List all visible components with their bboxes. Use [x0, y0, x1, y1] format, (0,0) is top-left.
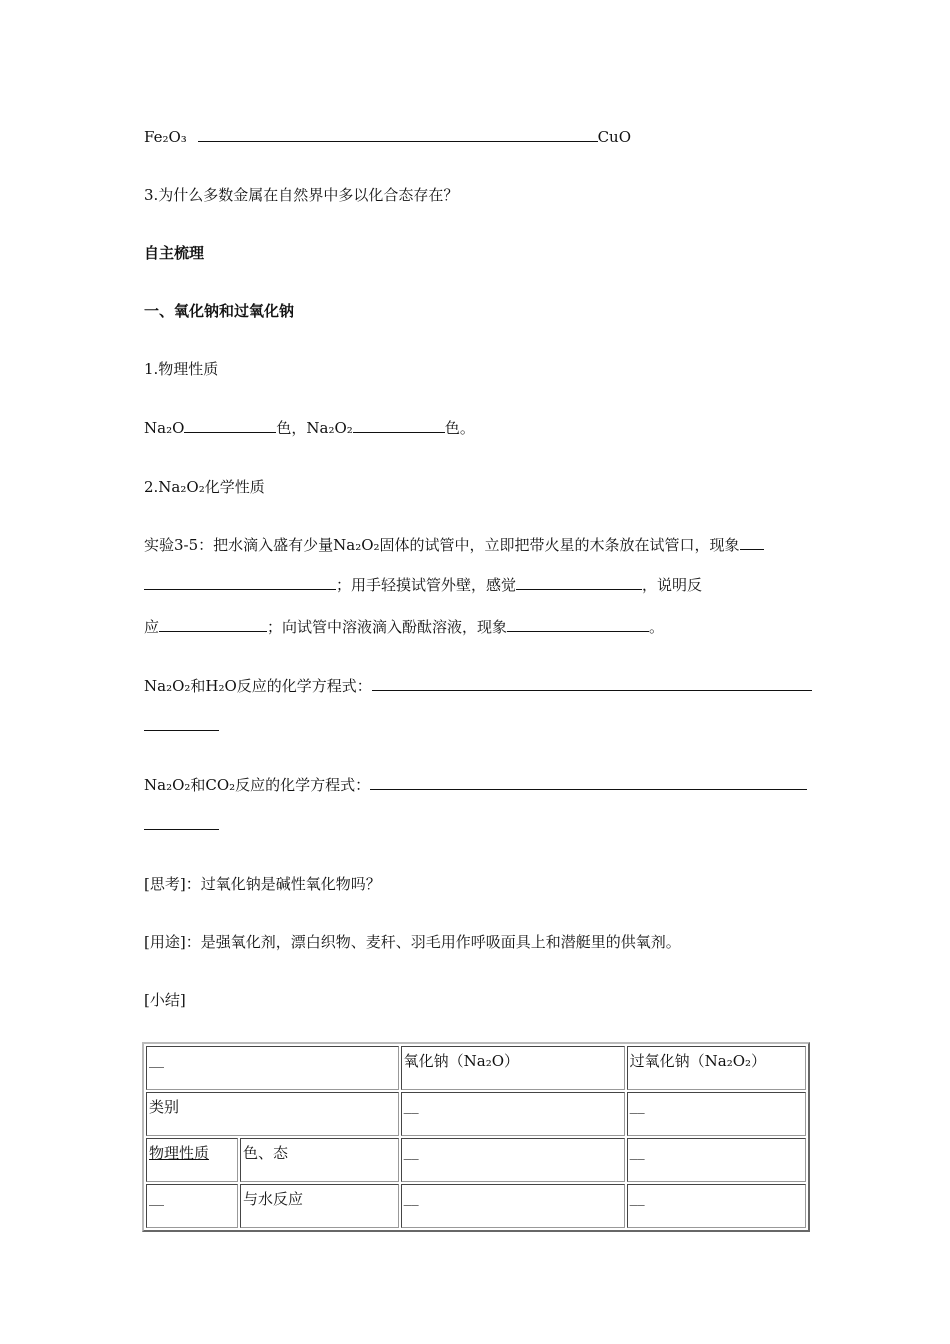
- table-cell: 类别: [146, 1092, 399, 1136]
- equation-h2o-cont: [144, 716, 219, 736]
- blank[interactable]: [353, 418, 445, 433]
- experiment-line-1: [144, 535, 764, 555]
- table-cell[interactable]: __: [146, 1046, 399, 1090]
- experiment-text: ；用手轻摸试管外壁，感觉: [336, 576, 517, 594]
- table-row: [146, 1138, 806, 1182]
- blank[interactable]: [372, 676, 812, 691]
- table-cell[interactable]: __: [627, 1184, 806, 1228]
- q2-right: CuO: [597, 128, 632, 146]
- blank[interactable]: [144, 716, 219, 731]
- equation-label: Na₂O₂和CO₂反应的化学方程式：: [144, 776, 371, 794]
- table-row: [146, 1184, 806, 1228]
- blank[interactable]: [370, 775, 807, 790]
- table-cell[interactable]: __: [401, 1138, 625, 1182]
- blank[interactable]: [740, 535, 764, 550]
- equation-h2o: [144, 676, 812, 696]
- table-cell: 色、态: [240, 1138, 399, 1182]
- table-cell[interactable]: __: [401, 1184, 625, 1228]
- color-text: 色。: [444, 419, 475, 437]
- equation-label: Na₂O₂和H₂O反应的化学方程式：: [144, 677, 372, 695]
- summary-label: [小结]: [144, 991, 186, 1009]
- heading-self-study: 自主梳理: [144, 244, 205, 262]
- color-text: 色，: [276, 419, 307, 437]
- table-cell[interactable]: __: [146, 1184, 238, 1228]
- na2o2-formula: Na₂O₂: [306, 419, 353, 437]
- blank[interactable]: [507, 617, 649, 632]
- experiment-line-3: [144, 617, 664, 637]
- blank[interactable]: [144, 815, 219, 830]
- sub-physical-properties: 1.物理性质: [144, 360, 219, 378]
- experiment-text: ，说明反: [642, 576, 703, 594]
- na2o-formula: Na₂O: [144, 419, 185, 437]
- equation-co2: [144, 775, 807, 795]
- question-3: 3.为什么多数金属在自然界中多以化合态存在？: [144, 186, 459, 204]
- table-row: [146, 1092, 806, 1136]
- experiment-text: 实验3-5：把水滴入盛有少量Na₂O₂固体的试管中，立即把带火星的木条放在试管口，现象: [144, 536, 740, 554]
- blank[interactable]: [159, 617, 267, 632]
- q2-left: Fe₂O₃: [144, 128, 187, 146]
- experiment-text: 应: [144, 618, 160, 636]
- usage-text: [用途]：是强氧化剂，漂白织物、麦秆、羽毛用作呼吸面具上和潜艇里的供氧剂。: [144, 933, 681, 951]
- heading-section-1: 一、氧化钠和过氧化钠: [144, 302, 295, 320]
- table-cell: 与水反应: [240, 1184, 399, 1228]
- table-header-cell: 氧化钠（Na₂O）: [401, 1046, 625, 1090]
- experiment-text: ；向试管中溶液滴入酚酞溶液，现象: [267, 618, 508, 636]
- table-cell[interactable]: __: [627, 1092, 806, 1136]
- table-cell[interactable]: __: [627, 1138, 806, 1182]
- think-question: [思考]：过氧化钠是碱性氧化物吗？: [144, 875, 381, 893]
- physical-properties-line: [144, 418, 475, 438]
- blank[interactable]: [144, 575, 336, 590]
- blank[interactable]: [516, 575, 642, 590]
- blank[interactable]: [198, 127, 598, 142]
- experiment-text: 。: [649, 618, 665, 636]
- summary-table: [142, 1042, 810, 1232]
- table-cell: 物理性质: [146, 1138, 238, 1182]
- equation-co2-cont: [144, 815, 219, 835]
- table-header-cell: 过氧化钠（Na₂O₂）: [627, 1046, 806, 1090]
- blank[interactable]: [184, 418, 276, 433]
- experiment-line-2: [144, 575, 702, 595]
- sub-chemical-properties: 2.Na₂O₂化学性质: [144, 478, 265, 496]
- q2-line: [144, 127, 631, 147]
- table-cell[interactable]: __: [401, 1092, 625, 1136]
- table-row: [146, 1046, 806, 1090]
